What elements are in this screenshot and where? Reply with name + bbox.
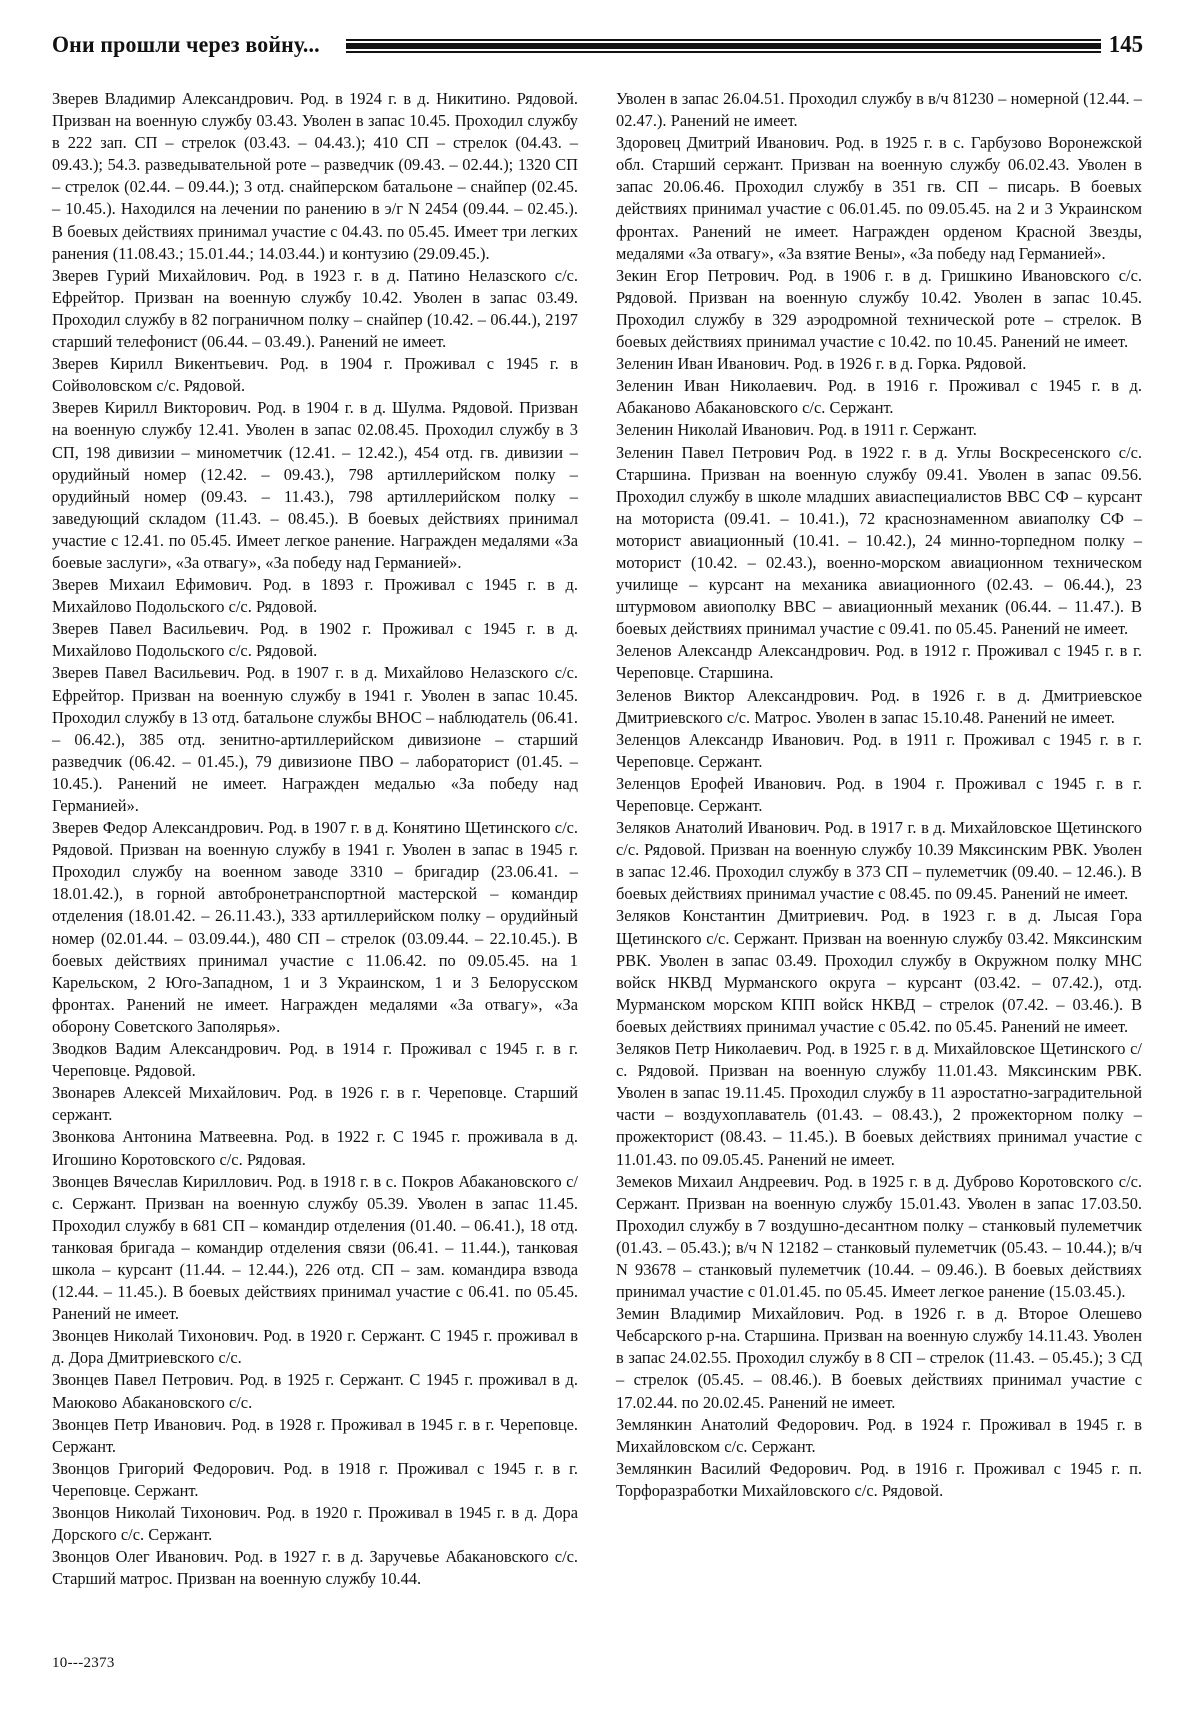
biography-entry: Звонцов Григорий Федорович. Род. в 1918 г. Проживал с 1945 г. в г. Череповце. Сержант. [52, 1458, 578, 1500]
biography-entry: Звонцов Николай Тихонович. Род. в 1920 г. Проживал в 1945 г. в д. Дора Дорского с/с. Сержант. [52, 1503, 578, 1545]
biography-entry: Земеков Михаил Андреевич. Род. в 1925 г. в д. Дуброво Коротовского с/с. Сержант. Призван на военную службу 15.01.43. Уволен в запас 17.03.50. Проходил службу в 7 воздушно-десантном полку – станковый пулеметчик (01.43. – 05.43.); в/ч N 12182 – станковый пулеметчик (05.43. – 10.44.); в/ч N 93678 – станковый пулеметчик (10.44. – 09.46.). В боевых действиях принимал участие с 01.01.45. по 05.45. Имеет легкое ранение (15.03.45.). [616, 1171, 1142, 1302]
biography-entry: Звонцов Олег Иванович. Род. в 1927 г. в д. Заручевье Абакановского с/с. Старший матрос. Призван на военную службу 10.44. [52, 1547, 578, 1589]
biography-entry: Зверев Михаил Ефимович. Род. в 1893 г. Проживал с 1945 г. в д. Михайлово Подольского с/с. Рядовой. [52, 575, 578, 617]
biography-entry: Звонарев Алексей Михайлович. Род. в 1926 г. в г. Череповце. Старший сержант. [52, 1083, 578, 1125]
biography-entry: Зеленин Иван Иванович. Род. в 1926 г. в д. Горка. Рядовой. [616, 354, 1027, 374]
header-rule-thin-bottom [346, 51, 1101, 53]
column-right [616, 88, 1142, 1590]
biography-entry: Зеленин Павел Петрович Род. в 1922 г. в д. Углы Воскресенского с/с. Старшина. Призван на военную службу 09.41. Уволен в запас 09.56. Проходил службу в школе младших авиаспециалистов ВВС СФ – курсант на моториста (09.41. – 10.41.), 72 краснознаменном авиаполку СФ – моторист авиационный (10.41. – 10.42.), 24 минно-торпедном полку – моторист (10.42. – 02.43.), военно-морском авиационном техническом училище – курсант на механика авиационного (02.43. – 06.44.), 23 штурмовом авиополку ВВС – авиационный механик (06.44. – 11.47.). В боевых действиях принимал участие с 09.41. по 05.45. Ранений не имеет. [616, 442, 1142, 639]
biography-entry: Звонцев Петр Иванович. Род. в 1928 г. Проживал в 1945 г. в г. Череповце. Сержант. [52, 1414, 578, 1456]
header-rule [346, 37, 1101, 53]
biography-entry: Землянкин Анатолий Федорович. Род. в 1924 г. Проживал в 1945 г. в Михайловском с/с. Сержант. [616, 1414, 1142, 1456]
biography-entry: Зеленов Александр Александрович. Род. в 1912 г. Проживал с 1945 г. в г. Череповце. Старшина. [616, 641, 1142, 683]
footer-signature: 10---2373 [52, 1655, 115, 1671]
biography-entry: Здоровец Дмитрий Иванович. Род. в 1925 г. в с. Гарбузово Воронежской обл. Старший сержант. Призван на военную службу 06.02.43. Уволен в запас 20.06.46. Проходил службу в 351 гв. СП – писарь. В боевых действиях принимал участие с 06.01.45. по 09.05.45. на 2 и 3 Украинском фронтах. Ранений не имеет. Награжден орденом Красной Звезды, медалями «За отвагу», «За взятие Вены», «За победу над Германией». [616, 133, 1142, 263]
body-columns [52, 88, 1142, 1590]
biography-entry: Зеленцов Ерофей Иванович. Род. в 1904 г. Проживал с 1945 г. в г. Череповце. Сержант. [616, 773, 1142, 815]
biography-entry: Зверев Гурий Михайлович. Род. в 1923 г. в д. Патино Нелазского с/с. Ефрейтор. Призван на военную службу 10.42. Уволен в запас 03.49. Проходил службу в 82 пограничном полку – снайпер (10.42. – 06.44.), 2197 старший телефонист (06.44. – 03.49.). Ранений не имеет. [52, 265, 578, 352]
page-number: 145 [1108, 31, 1143, 58]
column-left [52, 88, 578, 1590]
biography-entry: Звонцев Павел Петрович. Род. в 1925 г. Сержант. С 1945 г. проживал в д. Маюково Абакановского с/с. [52, 1370, 578, 1412]
biography-entry: Зеленов Виктор Александрович. Род. в 1926 г. в д. Дмитриевское Дмитриевского с/с. Матрос. Уволен в запас 15.10.48. Ранений не имеет. [616, 685, 1142, 727]
running-head [52, 22, 1143, 68]
biography-entry: Зводков Вадим Александрович. Род. в 1914 г. Проживал с 1945 г. в г. Череповце. Рядовой. [52, 1039, 578, 1081]
biography-entry: Зверев Владимир Александрович. Род. в 1924 г. в д. Никитино. Рядовой. Призван на военную службу 03.43. Уволен в запас 10.45. Проходил службу в 222 зап. СП – стрелок (03.43. – 04.43.); 410 СП – стрелок (04.43. – 09.43.); 54.3. разведывательной роте – разведчик (09.43. – 02.44.); 1320 СП – стрелок (02.44. – 09.44.); 3 отд. снайперском батальоне – снайпер (02.45. – 10.45.). Находился на лечении по ранению в э/г N 2454 (09.44. – 02.45.). В боевых действиях принимал участие с 04.43. по 05.45. Имеет три легких ранения (11.08.43.; 15.01.44.; 14.03.44.) и контузию (29.09.45.). [52, 89, 578, 263]
biography-entry: Зеляков Константин Дмитриевич. Род. в 1923 г. в д. Лысая Гора Щетинского с/с. Сержант. Призван на военную службу 03.42. Мяксинским РВК. Уволен в запас 03.49. Проходил службу в Окружном полку МНС войск НКВД Мурманского округа – курсант (03.42. – 07.42.), отд. Мурманском морском КПП войск НКВД – стрелок (07.42. – 03.46.). В боевых действиях принимал участие с 05.42. по 05.45. Ранений не имеет. [616, 906, 1142, 1036]
biography-entry: Зеленин Николай Иванович. Род. в 1911 г. Сержант. [616, 420, 977, 440]
biography-entry: Зеляков Анатолий Иванович. Род. в 1917 г. в д. Михайловское Щетинского с/с. Рядовой. Призван на военную службу 10.39 Мяксинским РВК. Уволен в запас 12.46. Проходил службу в 373 СП – пулеметчик (09.40. – 12.46.). В боевых действиях принимал участие с 08.45. по 09.45. Ранений не имеет. [616, 818, 1142, 904]
biography-entry: Земин Владимир Михайлович. Род. в 1926 г. в д. Второе Олешево Чебсарского р-на. Старшина. Призван на военную службу 14.11.43. Уволен в запас 24.02.55. Проходил службу в 8 СП – стрелок (11.43. – 05.45.); 3 СД – стрелок (05.45. – 08.46.). В боевых действиях принимал участие с 17.02.44. по 20.02.45. Ранений не имеет. [616, 1304, 1142, 1412]
biography-entry: Зверев Кирилл Викентьевич. Род. в 1904 г. Проживал с 1945 г. в Сойволовском с/с. Рядовой. [52, 354, 578, 396]
biography-entry: Зеляков Петр Николаевич. Род. в 1925 г. в д. Михайловское Щетинского с/с. Рядовой. Призван на военную службу 11.01.43. Мяксинским РВК. Уволен в запас 19.11.45. Проходил службу в 11 аэростатно-заградительной части – воздухоплаватель (01.43. – 08.43.), 2 прожекторном полку – прожекторист (08.43. – 11.45.). В боевых действиях принимал участие с 11.01.43. по 09.05.45. Ранений не имеет. [616, 1039, 1142, 1169]
biography-entry: Звонцев Вячеслав Кириллович. Род. в 1918 г. в с. Покров Абакановского с/с. Сержант. Призван на военную службу 05.39. Уволен в запас 11.45. Проходил службу в 681 СП – командир отделения (01.40. – 06.41.), 18 отд. танковая бригада – командир отделения связи (06.41. – 11.44.), танковая школа – курсант (11.44. – 12.44.), 226 отд. СП – зам. командира взвода (12.44. – 11.45.). В боевых действиях принимал участие с 06.41. по 05.45. Ранений не имеет. [52, 1171, 578, 1324]
biography-entry: Зеленин Иван Николаевич. Род. в 1916 г. Проживал с 1945 г. в д. Абаканово Абакановского с/с. Сержант. [616, 376, 1142, 418]
biography-entry: Звонцев Николай Тихонович. Род. в 1920 г. Сержант. С 1945 г. проживал в д. Дора Дмитриевского с/с. [52, 1326, 578, 1368]
biography-entry: Зверев Павел Васильевич. Род. в 1907 г. в д. Михайлово Нелазского с/с. Ефрейтор. Призван на военную службу в 1941 г. Уволен в запас 10.45. Проходил службу в 13 отд. батальоне службы ВНОС – наблюдатель (06.41. – 06.42.), 385 отд. зенитно-артиллерийском дивизионе – старший разведчик (06.42. – 01.45.), 79 дивизионе ПВО – лабораторист (01.45. – 10.45.). Ранений не имеет. Награжден медалью «За победу над Германией». [52, 663, 578, 815]
biography-entry: Уволен в запас 26.04.51. Проходил службу в в/ч 81230 – номерной (12.44. – 02.47.). Ранений не имеет. [616, 89, 1142, 131]
biography-entry: Зеленцов Александр Иванович. Род. в 1911 г. Проживал с 1945 г. в г. Череповце. Сержант. [616, 729, 1142, 771]
header-rule-thick [346, 43, 1101, 49]
biography-entry: Звонкова Антонина Матвеевна. Род. в 1922 г. С 1945 г. проживала в д. Игошино Коротовского с/с. Рядовая. [52, 1127, 578, 1169]
biography-entry: Зверев Павел Васильевич. Род. в 1902 г. Проживал с 1945 г. в д. Михайлово Подольского с/с. Рядовой. [52, 619, 578, 661]
biography-entry: Землянкин Василий Федорович. Род. в 1916 г. Проживал с 1945 г. п. Торфоразработки Михайловского с/с. Рядовой. [616, 1458, 1142, 1500]
running-head-title: Они прошли через войну... [52, 31, 320, 58]
header-rule-thin-top [346, 39, 1101, 41]
biography-entry: Зверев Федор Александрович. Род. в 1907 г. в д. Конятино Щетинского с/с. Рядовой. Призван на военную службу в 1941 г. Уволен в запас в 1945 г. Проходил службу на военном заводе 3310 – бригадир (23.06.41. – 18.01.42.), в горной автобронетранспортной мастерской – командир отделения (18.01.42. – 26.11.43.), 333 артиллерийском полку – орудийный номер (02.01.44. – 03.09.44.), 480 СП – стрелок (03.09.44. – 22.10.45.). В боевых действиях принимал участие с 11.06.42. по 09.05.45. на 1 Карельском, 2 Юго-Западном, 1 и 3 Украинском, 1 и 3 Белорусском фронтах. Ранений не имеет. Награжден медалями «За отвагу», «За оборону Советского Заполярья». [52, 818, 578, 1036]
biography-entry: Зверев Кирилл Викторович. Род. в 1904 г. в д. Шулма. Рядовой. Призван на военную службу 12.41. Уволен в запас 02.08.45. Проходил службу в 3 СП, 198 дивизии – минометчик (12.41. – 12.42.), 454 отд. гв. дивизии – орудийный номер (12.42. – 09.43.), 798 артиллерийском полку – орудийный номер (09.43. – 11.43.), 798 артиллерийском полку – заведующий складом (11.43. – 08.45.). В боевых действиях принимал участие с 12.41. по 05.45. Имеет легкое ранение. Награжден медалями «За боевые заслуги», «За отвагу», «За победу над Германией». [52, 398, 578, 572]
biography-entry: Зекин Егор Петрович. Род. в 1906 г. в д. Гришкино Ивановского с/с. Рядовой. Призван на военную службу 10.42. Уволен в запас 10.45. Проходил службу в 329 аэродромной технической роте – стрелок. В боевых действиях принимал участие с 10.42. по 10.45. Ранений не имеет. [616, 265, 1142, 352]
